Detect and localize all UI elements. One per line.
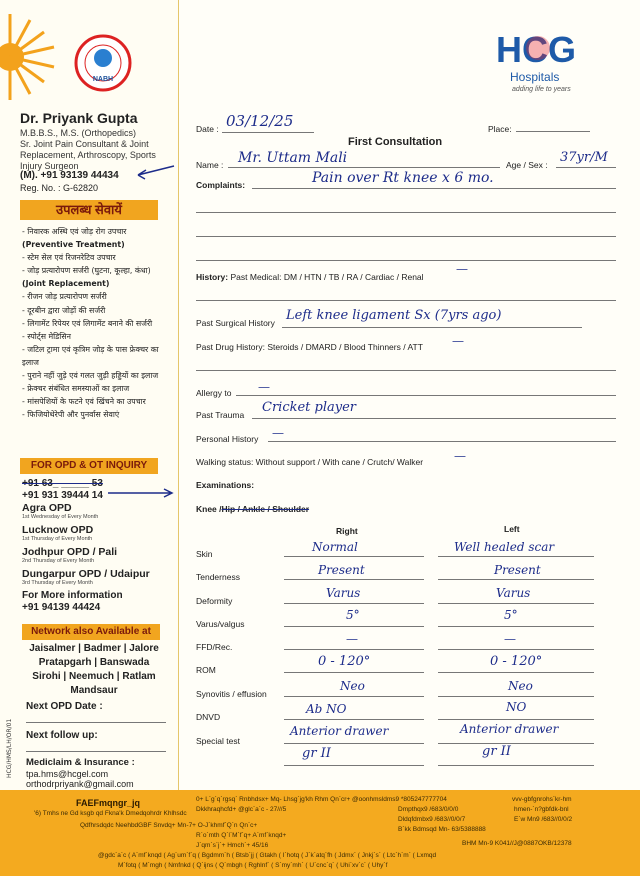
exam-label-tenderness: Tenderness	[196, 572, 240, 582]
agesex-line	[556, 167, 616, 168]
more-info	[22, 590, 123, 614]
exam-label-ffd: FFD/Rec.	[196, 642, 233, 652]
next-followup-label: Next follow up:	[26, 730, 98, 741]
opd-location	[22, 524, 93, 543]
opd-location	[22, 568, 150, 587]
personal-line	[268, 441, 616, 442]
footer-line: Dmpthqx9 /683/0/0/0	[398, 806, 459, 813]
exam-line	[438, 603, 594, 604]
more-info-label: For More information	[22, 590, 123, 601]
surgical-value: Left knee ligament Sx (7yrs ago)	[286, 308, 502, 323]
exam-left: Varus	[496, 586, 531, 600]
exam-line	[438, 696, 594, 697]
footer-line: J`qm`s`j`+ Hmch`+ 45/16	[196, 842, 269, 849]
handwritten-arrow-icon	[106, 488, 176, 498]
exam-line	[284, 649, 424, 650]
exam-line	[284, 603, 424, 604]
footer-line: B`kk Bdmsqd Mn- 63/5388888	[398, 826, 486, 833]
drug-dash: —	[452, 334, 464, 348]
exam-line	[284, 719, 424, 720]
mediclaim-block	[26, 757, 135, 790]
consultation-title: First Consultation	[348, 136, 443, 148]
service-item: - दूरबीन द्वारा जोड़ों की सर्जरी	[22, 305, 106, 315]
footer-line: R`o`mth Q`l`M`f`q+ A`mf`knqd+	[196, 832, 287, 839]
walking-dash: —	[454, 449, 466, 463]
history-dash: —	[456, 262, 468, 276]
nabh-label: NABH	[92, 76, 114, 83]
date-label: Date :	[196, 124, 219, 134]
exam-left: Anterior drawer	[460, 722, 559, 736]
service-item: - फिजियोथेरेपी और पुनर्वास सेवाएं	[22, 410, 120, 420]
network-line: Pratapgarh | Banswada	[38, 657, 150, 668]
special-grade-left: gr II	[482, 744, 511, 759]
name-label: Name :	[196, 160, 224, 170]
exam-left: NO	[506, 700, 527, 714]
exam-line	[284, 556, 424, 557]
col-right-header: Right	[336, 526, 358, 536]
exam-left: Neo	[508, 679, 533, 693]
opd-phone-new: +91 931 39444 14	[22, 490, 103, 501]
network-line: Jaisalmer | Badmer | Jalore	[29, 643, 159, 654]
exam-line	[284, 579, 424, 580]
opd-location	[22, 546, 117, 565]
network-heading: Network also Available at	[22, 624, 160, 640]
history-options: Past Medical: DM / HTN / TB / RA / Cardiac / Renal	[230, 272, 424, 282]
history-label: History:	[196, 272, 229, 282]
qual-line: M.B.B.S., M.S. (Orthopedics)	[20, 128, 137, 138]
joint-options-struck: Hip / Ankle / Shoulder	[221, 504, 310, 514]
mediclaim-label: Mediclaim & Insurance :	[26, 757, 135, 768]
service-item: - रीजन जोड़ प्रत्यारोपण सर्जरी	[22, 292, 107, 302]
network-line: Sirohi | Neemuch | Ratlam	[32, 671, 156, 682]
blank-line	[196, 212, 616, 213]
exam-label-special: Special test	[196, 736, 240, 746]
complaints-value: Pain over Rt knee x 6 mo.	[312, 170, 494, 186]
col-left-header: Left	[504, 524, 520, 534]
footer-line: E`w Mn9 /683//0/0/2	[514, 816, 573, 823]
opd-inquiry-heading: FOR OPD & OT INQUIRY	[20, 458, 158, 474]
trauma-label: Past Trauma	[196, 410, 245, 420]
exam-right: Anterior drawer	[290, 724, 389, 738]
trauma-line	[252, 418, 616, 419]
opd-location-title: Agra OPD	[22, 502, 72, 514]
exam-line	[284, 672, 424, 673]
agesex-label: Age / Sex :	[506, 160, 548, 170]
doctor-email[interactable]: orthodrpriyank@gmail.com	[26, 779, 134, 789]
next-opd-line	[26, 722, 166, 723]
hcg-logo-text: HCG	[496, 30, 576, 70]
handwritten-arrow-icon	[130, 164, 176, 180]
form-code: HCG/HMS/LH/OR/01	[6, 718, 13, 778]
blank-line	[196, 300, 616, 301]
allergy-label: Allergy to	[196, 388, 232, 398]
network-cities	[20, 642, 168, 698]
knee-row	[196, 504, 309, 514]
footer-title: FAEFmqngr_jq	[76, 798, 141, 808]
place-line	[516, 131, 590, 132]
service-item: - निवारक अस्थि एवं जोड़ रोग उपचार	[22, 227, 127, 236]
exam-label-varus: Varus/valgus	[196, 619, 245, 629]
footer-line: 0+ L`g`q`rgsq` Rnbhdsx+ Mq- Lhsg`jg'kh Rhm Qn`cr+ @oonhmsldms9 *805247777704	[196, 796, 447, 803]
more-info-phone: +91 94139 44424	[22, 602, 101, 613]
opd-location-title: Jodhpur OPD / Pali	[22, 546, 118, 558]
opd-location-schedule: 3rd Thursday of Every Month	[22, 580, 93, 586]
exam-label-dnvd: DNVD	[196, 712, 221, 722]
opd-phone-struck: +91 63_ _____ 53	[22, 478, 103, 489]
sun-logo-icon	[0, 12, 60, 102]
special-grade-right: gr II	[302, 746, 331, 761]
footer-line: M`fotq ( M`mgh ( Nmfnkd ( Q`ijns ( Q`mbgh ( Rghlnf` ( S`my`mh` ( U`cnc`q` ( Uhi`xv`c` ( Uhy`f	[118, 862, 388, 869]
exam-label: Examinations:	[196, 480, 255, 490]
services-heading: उपलब्ध सेवायें	[20, 200, 158, 220]
complaints-line	[252, 188, 616, 189]
doctor-name: Dr. Priyank Gupta	[20, 110, 138, 126]
qual-line: Sr. Joint Pain Consultant & Joint	[20, 139, 149, 149]
service-item: - जोड़ प्रत्यारोपण सर्जरी (घुटना, कूल्हा, कंधा)	[22, 266, 151, 276]
footer-line: '6) Tmhs ne Gd ksgb qd Fkna'k Dmedqohrdr Khlhsdc	[34, 810, 187, 817]
doctor-phone: (M). +91 93139 44434	[20, 170, 119, 181]
footer-line: BHM Mn-9 K041//J@0887OKB/12378	[462, 840, 572, 847]
next-followup-line	[26, 751, 166, 752]
service-item: - मांसपेशियों के फटने एवं खिंचने का उपचार	[22, 397, 146, 407]
service-item: - जटिल ट्रामा एवं कृत्रिम जोड़ के पास फ्रेक्चर का	[22, 344, 159, 354]
footer-line: vvv-gbfgnrohs`kr-hm	[512, 796, 572, 803]
exam-left: 0 - 120°	[490, 654, 543, 669]
exam-right: —	[346, 632, 358, 646]
exam-line	[438, 743, 594, 744]
exam-right: Neo	[340, 679, 365, 693]
footer-line: @gdc`a`c ( A`mf`knqd ( Ag`um`f`q ( Bgdmm`h ( Btsb`jj ( Gtakh ( I`hotq ( J`k`atq`fh ( Jdmx` ( Jnkj`s` ( Ltc`h`m` ( Lxmqd	[98, 852, 437, 859]
next-opd-label: Next OPD Date :	[26, 701, 103, 712]
exam-line	[438, 765, 594, 766]
surgical-line	[282, 327, 582, 328]
exam-line	[284, 626, 424, 627]
place-label: Place:	[488, 124, 512, 134]
service-item: - फ्रेक्चर संबंधित समस्याओं का इलाज	[22, 384, 130, 394]
service-item: इलाज	[22, 357, 39, 367]
footer-line: Dkkhraqhcfd+ @glc`a`c - 27///5	[196, 806, 287, 813]
name-line	[228, 167, 500, 168]
doctor-reg-no: Reg. No. : G-62820	[20, 183, 99, 193]
exam-left: —	[504, 632, 516, 646]
blank-line	[196, 260, 616, 261]
date-line	[222, 132, 314, 133]
walking-label: Walking status: Without support / With cane / Crutch/ Walker	[196, 457, 424, 467]
network-line: Mandsaur	[70, 685, 118, 696]
exam-right: 0 - 120°	[318, 654, 371, 669]
surgical-label: Past Surgical History	[196, 318, 275, 328]
opd-phones	[22, 478, 103, 502]
exam-line	[438, 579, 594, 580]
personal-dash: —	[272, 426, 284, 440]
personal-label: Personal History	[196, 434, 259, 444]
exam-label-rom: ROM	[196, 665, 216, 675]
exam-line	[438, 626, 594, 627]
exam-label-synovitis: Synovitis / effusion	[196, 689, 267, 699]
date-value: 03/12/25	[226, 112, 294, 130]
name-value: Mr. Uttam Mali	[238, 150, 348, 166]
footer-line: Qdfhrsdqdc NeehbdGBF Snvdq+ Mn-7+ O-J`khmf`Q`n Qn`c+	[80, 822, 258, 829]
exam-line	[438, 649, 594, 650]
exam-right: Ab NO	[306, 702, 347, 716]
complaints-label: Complaints:	[196, 180, 246, 190]
blank-line	[196, 236, 616, 237]
services-list	[22, 225, 182, 421]
blank-line	[196, 370, 616, 371]
footer-line: Dldqfdmbx9 /683//0/0/7	[398, 816, 466, 823]
exam-left: 5°	[504, 608, 518, 622]
drug-label: Past Drug History: Steroids / DMARD / Blood Thinners / ATT	[196, 342, 423, 352]
hcg-logo-icon	[496, 30, 596, 70]
exam-right: Present	[318, 563, 365, 577]
exam-right: Normal	[312, 540, 358, 554]
nabh-seal-icon	[74, 34, 132, 92]
exam-line	[284, 765, 424, 766]
exam-line	[438, 556, 594, 557]
exam-left: Well healed scar	[454, 540, 555, 554]
exam-right: Varus	[326, 586, 361, 600]
opd-location-title: Lucknow OPD	[22, 524, 94, 536]
qual-line: Injury Surgeon	[20, 161, 79, 171]
qual-line: Replacement, Arthroscopy, Sports	[20, 150, 156, 160]
opd-location-title: Dungarpur OPD / Udaipur	[22, 568, 150, 580]
exam-left: Present	[494, 563, 541, 577]
footer	[0, 790, 640, 876]
exam-line	[284, 743, 424, 744]
service-item: (Preventive Treatment)	[22, 240, 125, 250]
exam-line	[438, 672, 594, 673]
hospital-name: Hospitals	[510, 70, 560, 84]
exam-line	[438, 719, 594, 720]
service-item: (Joint Replacement)	[22, 279, 110, 289]
agesex-value: 37yr/M	[560, 150, 608, 165]
knee-label: Knee /	[196, 504, 222, 514]
hospital-tagline: adding life to years	[512, 86, 571, 93]
service-item: - पुराने नहीं जुड़े एवं गलत जुड़ी हड्डियों का इलाज	[22, 371, 159, 381]
exam-right: 5°	[346, 608, 360, 622]
history-row	[196, 272, 424, 282]
doctor-sidebar	[0, 0, 179, 790]
footer-line: hmen-`n?gbfdk-bnl	[514, 806, 569, 813]
opd-location-schedule: 1st Wednesday of Every Month	[22, 514, 99, 520]
exam-label-skin: Skin	[196, 549, 213, 559]
allergy-line	[236, 395, 616, 396]
opd-location	[22, 502, 98, 521]
opd-location-schedule: 2nd Thursday of Every Month	[22, 558, 95, 564]
service-item: - स्टेम सेल एवं रिजनरेटिव उपचार	[22, 253, 116, 263]
allergy-dash: —	[258, 380, 270, 394]
mediclaim-email[interactable]: tpa.hms@hcgel.com	[26, 768, 109, 779]
service-item: - स्पोर्ट्स मेडिसिन	[22, 331, 71, 341]
exam-line	[284, 696, 424, 697]
opd-location-schedule: 1st Thursday of Every Month	[22, 536, 93, 542]
exam-label-deformity: Deformity	[196, 596, 233, 606]
service-item: - लिगामेंट रिपेयर एवं लिगामेंट बनाने की सर्जरी	[22, 318, 153, 328]
trauma-value: Cricket player	[262, 400, 357, 415]
